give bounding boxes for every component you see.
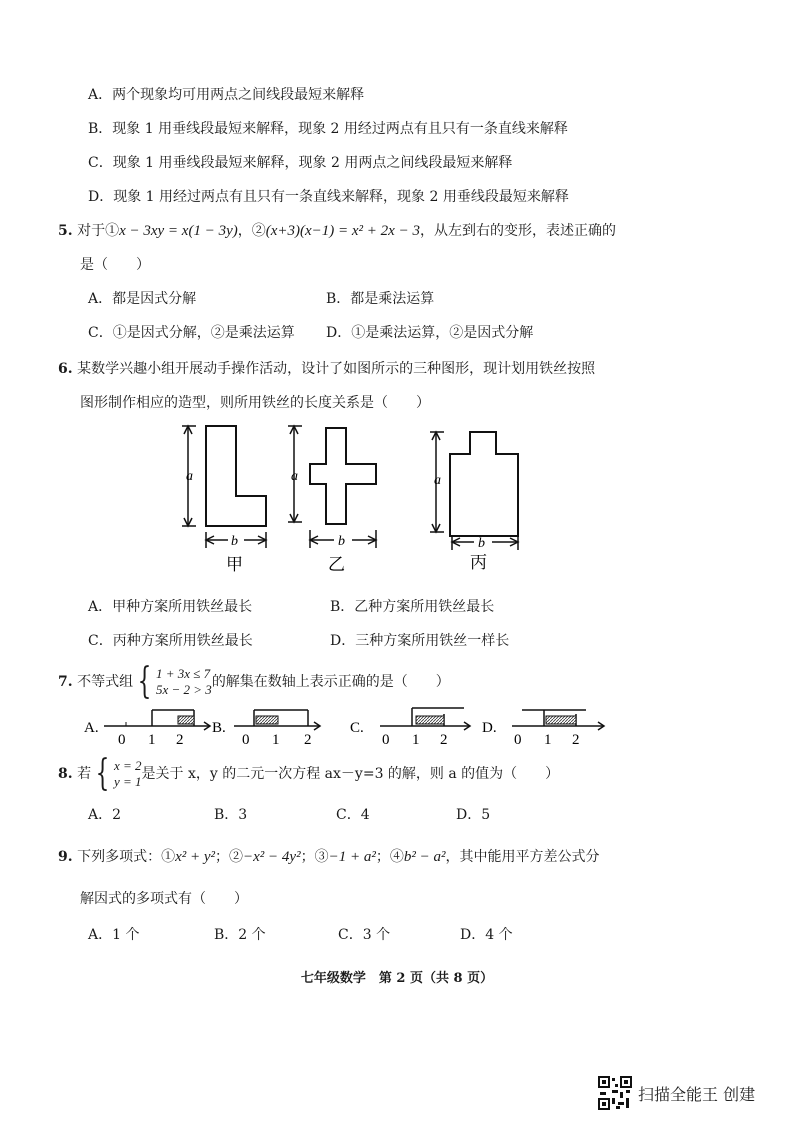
- figure-bing: [430, 432, 518, 572]
- q5-expression-1: x − 3xy = x(1 − 3y): [119, 223, 238, 239]
- q5-number: 5.: [58, 223, 73, 239]
- q9-suffix: ，其中能用平方差公式分: [445, 849, 600, 865]
- q7-d-tick-2: 2: [572, 732, 580, 748]
- q5-stem: [58, 222, 616, 240]
- q7-stem: [58, 661, 450, 702]
- q7-option-d: [482, 710, 604, 748]
- q4-option-c: C．现象 1 用垂线段最短来解释，现象 2 用两点之间线段最短来解释: [88, 155, 513, 171]
- q4-option-d: D．现象 1 用经过两点有且只有一条直线来解释，现象 2 用垂线段最短来解释: [88, 189, 569, 205]
- q9-option-c: C．3 个: [338, 927, 391, 943]
- q7-ineq-1: 1 + 3x ≤ 7: [155, 666, 211, 681]
- q8-stem: [58, 753, 560, 794]
- q7-b-tick-2: 2: [304, 732, 312, 748]
- q8-option-d: D．5: [456, 807, 491, 823]
- figure-yi-label-a: a: [291, 469, 298, 484]
- q9-option-b: B．2 个: [214, 927, 266, 943]
- q7-a-tick-0: 0: [118, 732, 126, 748]
- q9-option-d: D．4 个: [460, 927, 513, 943]
- q8-eq-2: y = 1: [113, 774, 142, 789]
- figure-yi: [288, 426, 376, 574]
- q6-stem-line2: 图形制作相应的造型，则所用铁丝的长度关系是（ ）: [80, 395, 430, 411]
- q7-option-b-letter: B.: [212, 720, 226, 736]
- q9-polynomial-4: b² − a²: [403, 849, 446, 865]
- q7-option-d-letter: D.: [482, 720, 497, 736]
- figure-bing-label-a: a: [434, 473, 441, 488]
- q9-stem-line2: 解因式的多项式有（ ）: [80, 891, 248, 907]
- q7-d-tick-0: 0: [514, 732, 522, 748]
- figure-yi-shape: [310, 428, 376, 524]
- q9-option-a: A．1 个: [88, 927, 140, 943]
- figure-yi-label-b: b: [338, 534, 345, 549]
- q7-option-b: [212, 710, 320, 748]
- q6-option-c: C．丙种方案所用铁丝最长: [88, 633, 253, 649]
- figure-bing-label-b: b: [478, 536, 485, 551]
- figure-bing-shape: [450, 432, 518, 536]
- q8-option-b: B．3: [214, 807, 248, 823]
- q7-c-tick-2: 2: [440, 732, 448, 748]
- q5-stem-line2: 是（ ）: [80, 257, 150, 273]
- q5-option-b: B．都是乘法运算: [326, 291, 435, 307]
- q8-brace: {: [95, 753, 110, 794]
- figure-yi-caption: 乙: [328, 555, 345, 574]
- q7-a-tick-1: 1: [148, 732, 156, 748]
- q7-c-tick-0: 0: [382, 732, 390, 748]
- q8-prefix: 若: [77, 766, 92, 782]
- page-footer: 七年级数学 第 2 页（共 8 页）: [300, 971, 494, 986]
- figure-jia-caption: 甲: [226, 555, 243, 574]
- q9-polynomial-1: x² + y²: [175, 849, 216, 865]
- q8-eq-1: x = 2: [113, 758, 142, 773]
- q9-label-2: ；②: [215, 849, 244, 865]
- q7-suffix: 的解集在数轴上表示正确的是（ ）: [211, 674, 450, 690]
- q7-option-c-letter: C.: [350, 720, 364, 736]
- q5-tail: ，从左到右的变形，表述正确的: [419, 223, 616, 239]
- q8-suffix: 是关于 x，y 的二元一次方程 ax－y=3 的解，则 a 的值为（ ）: [141, 766, 560, 782]
- figure-jia-shape: [206, 426, 266, 526]
- q8-option-c: C．4: [336, 807, 370, 823]
- q7-d-tick-1: 1: [544, 732, 552, 748]
- figure-jia-label-b: b: [231, 534, 238, 549]
- q4-option-b: B．现象 1 用垂线段最短来解释，现象 2 用经过两点有且只有一条直线来解释: [88, 121, 568, 137]
- q6-option-d: D．三种方案所用铁丝一样长: [330, 633, 510, 649]
- q9-number: 9.: [58, 849, 73, 865]
- q7-a-tick-2: 2: [176, 732, 184, 748]
- qr-code-icon: [598, 1076, 632, 1110]
- scanner-watermark: 扫描全能王 创建: [638, 1085, 756, 1104]
- q6-stem: [58, 360, 595, 378]
- q7-b-tick-1: 1: [272, 732, 280, 748]
- q5-expression-2: (x+3)(x−1) = x² + 2x − 3: [265, 223, 420, 239]
- figure-jia-label-a: a: [186, 469, 193, 484]
- q9-polynomial-3: −1 + a²: [328, 849, 376, 865]
- q5-intro: 对于①: [77, 223, 120, 239]
- q9-label-4: ；④: [375, 849, 404, 865]
- q7-number: 7.: [58, 674, 73, 690]
- q7-prefix: 不等式组: [77, 674, 134, 690]
- q5-option-a: A．都是因式分解: [88, 291, 197, 307]
- q8-option-a: A．2: [88, 807, 122, 823]
- q7-b-tick-0: 0: [242, 732, 250, 748]
- q7-option-a-letter: A.: [84, 720, 99, 736]
- q9-stem: [58, 848, 599, 866]
- q7-c-tick-1: 1: [412, 732, 420, 748]
- figure-bing-caption: 丙: [470, 553, 487, 572]
- q6-line1: 某数学兴趣小组开展动手操作活动，设计了如图所示的三种图形，现计划用铁丝按照: [77, 361, 596, 377]
- q7-option-a: [84, 710, 210, 748]
- q6-option-a: A．甲种方案所用铁丝最长: [88, 599, 253, 615]
- q8-number: 8.: [58, 766, 73, 782]
- q5-sep: ，②: [237, 223, 266, 239]
- q7-option-c: [350, 708, 470, 748]
- q9-label-3: ；③: [300, 849, 329, 865]
- q6-figures: [170, 418, 540, 578]
- q9-prefix: 下列多项式：①: [77, 849, 176, 865]
- q5-option-d: D．①是乘法运算，②是因式分解: [326, 325, 534, 341]
- q6-number: 6.: [58, 361, 73, 377]
- q4-option-a: A．两个现象均可用两点之间线段最短来解释: [88, 87, 365, 103]
- q6-option-b: B．乙种方案所用铁丝最长: [330, 599, 495, 615]
- q5-option-c: C．①是因式分解，②是乘法运算: [88, 325, 295, 341]
- q7-brace: {: [137, 661, 152, 702]
- q7-ineq-2: 5x − 2 > 3: [155, 682, 212, 697]
- q7-number-lines: [82, 704, 622, 748]
- figure-jia: [182, 426, 266, 574]
- q9-polynomial-2: −x² − 4y²: [243, 849, 301, 865]
